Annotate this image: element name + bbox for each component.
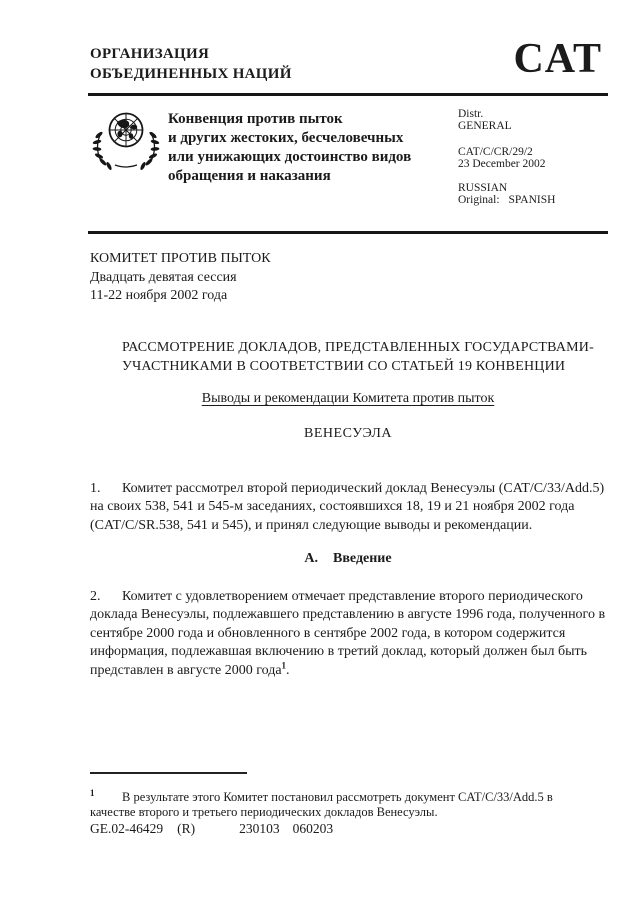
footnote-text: В результате этого Комитет постановил рассмотреть документ CAT/C/33/Add.5 в [122, 790, 553, 805]
paragraph-line: (CAT/C/SR.538, 541 и 545), и принял следующие выводы и рекомендации. [90, 517, 533, 533]
convention-title-line: обращения и наказания [168, 168, 331, 184]
language-group [458, 182, 555, 206]
footnote-separator [90, 772, 247, 774]
doc-number: CAT/C/CR/29/2 [458, 146, 533, 158]
footnote-marker-number: 1 [90, 788, 95, 798]
footer-date-code: 230103 [239, 821, 280, 836]
paragraph-line [90, 659, 605, 680]
un-emblem-icon [88, 105, 164, 171]
paragraph-line [90, 480, 604, 498]
document-series-symbol: CAT [513, 36, 602, 82]
section-heading-a [88, 551, 608, 567]
committee-name: КОМИТЕТ ПРОТИВ ПЫТОК [90, 251, 271, 266]
convention-title-line: и других жестоких, бесчеловечных [168, 130, 404, 146]
language-code: (R) [177, 821, 196, 836]
session-block [90, 250, 271, 306]
footnote [90, 786, 553, 819]
paragraph-line: сентябре 2000 года и обновленного в сентябре 2002 года, в котором содержится [90, 625, 566, 641]
paragraph-line: информация, подлежавшая включению в третий доклад, который должен был быть [90, 644, 587, 660]
org-name-line: ОРГАНИЗАЦИЯ [90, 46, 210, 62]
original-value: SPANISH [508, 194, 556, 206]
ge-number: GE.02-46429 [90, 821, 164, 836]
distr-label: Distr. [458, 108, 484, 120]
section-letter: А. [304, 551, 319, 566]
distr-value: GENERAL [458, 120, 512, 132]
footnote-marker [90, 786, 122, 805]
doc-language: RUSSIAN [458, 182, 508, 194]
country-name: ВЕНЕСУЭЛА [304, 426, 392, 441]
session-name: Двадцать девятая сессия [90, 269, 237, 285]
paragraph-line [90, 588, 605, 606]
footnote-reference: 1 [281, 659, 287, 670]
doc-symbol-group [458, 146, 555, 170]
section-title: Введение [333, 551, 392, 566]
document-subtitle: Выводы и рекомендации Комитета против пыток [201, 391, 495, 406]
paragraph-1 [90, 480, 604, 535]
un-org-name [90, 44, 292, 84]
paragraph-text: Комитет рассмотрел второй периодический доклад Венесуэлы (CAT/C/33/Add.5) [122, 481, 605, 496]
subtitle-wrap [88, 391, 608, 407]
paragraph-number: 1. [90, 481, 101, 496]
footnote-line [90, 786, 553, 805]
original-label: Original: [458, 194, 500, 206]
document-title-line: УЧАСТНИКАМИ В СООТВЕТСТВИИ СО СТАТЬЕЙ 19 КОНВЕНЦИИ [122, 358, 566, 374]
original-language-line [458, 194, 555, 206]
document-title [122, 339, 594, 376]
footer-date-code: 060203 [292, 821, 334, 836]
convention-title-line: или унижающих достоинство видов [168, 149, 412, 165]
footer-codes [90, 821, 333, 837]
session-dates: 11-22 ноября 2002 года [90, 288, 228, 303]
paragraph-2 [90, 588, 605, 680]
header-divider [88, 93, 608, 96]
paragraph-line: доклада Венесуэлы, подлежавшего представлению в августе 1996 года, полученного в [90, 607, 606, 623]
convention-title-line: Конвенция против пыток [168, 111, 343, 127]
footnote-line: качестве второго и третьего периодических докладов Венесуэлы. [90, 804, 438, 819]
doc-date: 23 December 2002 [458, 158, 546, 170]
convention-title [168, 110, 411, 186]
paragraph-text: . [286, 662, 290, 678]
distr-group [458, 108, 555, 132]
paragraph-line: на своих 538, 541 и 545-м заседаниях, состоявшихся 18, 19 и 21 ноября 2002 года [90, 499, 575, 515]
document-title-line: РАССМОТРЕНИЕ ДОКЛАДОВ, ПРЕДСТАВЛЕННЫХ ГОСУДАРСТВАМИ- [122, 340, 594, 355]
distribution-block [458, 108, 555, 206]
org-name-line: ОБЪЕДИНЕННЫХ НАЦИЙ [90, 66, 292, 82]
paragraph-number: 2. [90, 589, 101, 604]
paragraph-text: Комитет с удовлетворением отмечает представление второго периодического [122, 589, 583, 604]
masthead-divider [88, 231, 608, 234]
paragraph-text: представлен в августе 2000 года [90, 662, 282, 678]
